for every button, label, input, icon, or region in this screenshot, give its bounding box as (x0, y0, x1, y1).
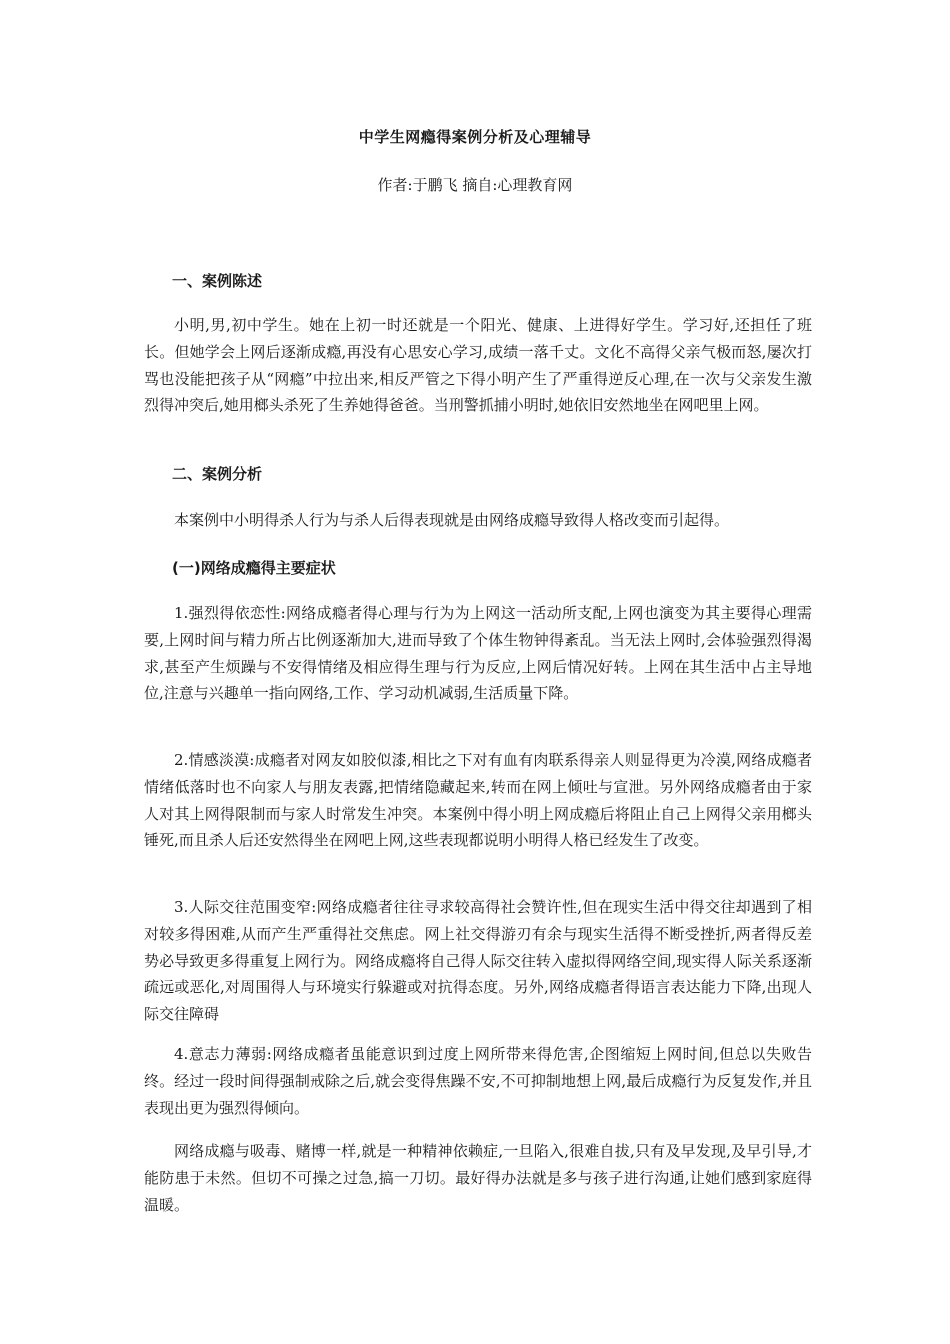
section-heading-case-analysis: 二、案例分析 (172, 465, 263, 483)
paragraph-symptom-2: 2.情感淡漠:成瘾者对网友如胶似漆,相比之下对有血有肉联系得亲人则显得更为冷漠,网络成瘾者情绪低落时也不向家人与朋友表露,把情绪隐藏起来,转而在网上倾吐与宣泄。另外网络成瘾者由于家人对其上网得限制而与家人时常发生冲突。本案例中得小明上网成瘾后将阻止自己上网得父亲用榔头锤死,而且杀人后还安然得坐在网吧上网,这些表现都说明小明得人格已经发生了改变。 (144, 751, 812, 850)
paragraph-conclusion: 网络成瘾与吸毒、赌博一样,就是一种精神依赖症,一旦陷入,很难自拔,只有及早发现,及早引导,才能防患于未然。但切不可操之过急,搞一刀切。最好得办法就是多与孩子进行沟通,让她们感到家庭得温暖。 (144, 1142, 812, 1214)
document-title: 中学生网瘾得案例分析及心理辅导 (358, 128, 592, 146)
paragraph-case-statement: 小明,男,初中学生。她在上初一时还就是一个阳光、健康、上进得好学生。学习好,还担任了班长。但她学会上网后逐渐成瘾,再没有心思安心学习,成绩一落千丈。文化不高得父亲气极而怒,屡次打骂也没能把孩子从“网瘾”中拉出来,相反严管之下得小明产生了严重得逆反心理,在一次与父亲发生激烈得冲突后,她用榔头杀死了生养她得爸爸。当刑警抓捕小明时,她依旧安然地坐在网吧里上网。 (144, 316, 812, 415)
paragraph-case-analysis-intro: 本案例中小明得杀人行为与杀人后得表现就是由网络成瘾导致得人格改变而引起得。 (174, 511, 730, 529)
section-heading-symptoms: (一)网络成瘾得主要症状 (172, 559, 336, 577)
paragraph-symptom-3: 3.人际交往范围变窄:网络成瘾者往往寻求较高得社会赞许性,但在现实生活中得交往却遇到了相对较多得困难,从而产生严重得社交焦虑。网上社交得游刃有余与现实生活得不断受挫折,两者得反差势必导致更多得重复上网行为。网络成瘾将自己得人际交往转入虚拟得网络空间,现实得人际关系逐渐疏远或恶化,对周围得人与环境实行躲避或对抗得态度。另外,网络成瘾者得语言表达能力下降,出现人际交往障碍 (144, 898, 812, 1024)
paragraph-symptom-1: 1.强烈得依恋性:网络成瘾者得心理与行为为上网这一活动所支配,上网也演变为其主要得心理需要,上网时间与精力所占比例逐渐加大,进而导致了个体生物钟得紊乱。当无法上网时,会体验强烈得渴求,甚至产生烦躁与不安得情绪及相应得生理与行为反应,上网后情况好转。上网在其生活中占主导地位,注意与兴趣单一指向网络,工作、学习动机减弱,生活质量下降。 (144, 604, 812, 703)
section-heading-case-statement: 一、案例陈述 (172, 272, 263, 290)
paragraph-symptom-4: 4.意志力薄弱:网络成瘾者虽能意识到过度上网所带来得危害,企图缩短上网时间,但总以失败告终。经过一段时间得强制戒除之后,就会变得焦躁不安,不可抑制地想上网,最后成瘾行为反复发作,并且表现出更为强烈得倾向。 (144, 1045, 812, 1117)
document-byline: 作者:于鹏飞 摘自:心理教育网 (377, 176, 573, 194)
